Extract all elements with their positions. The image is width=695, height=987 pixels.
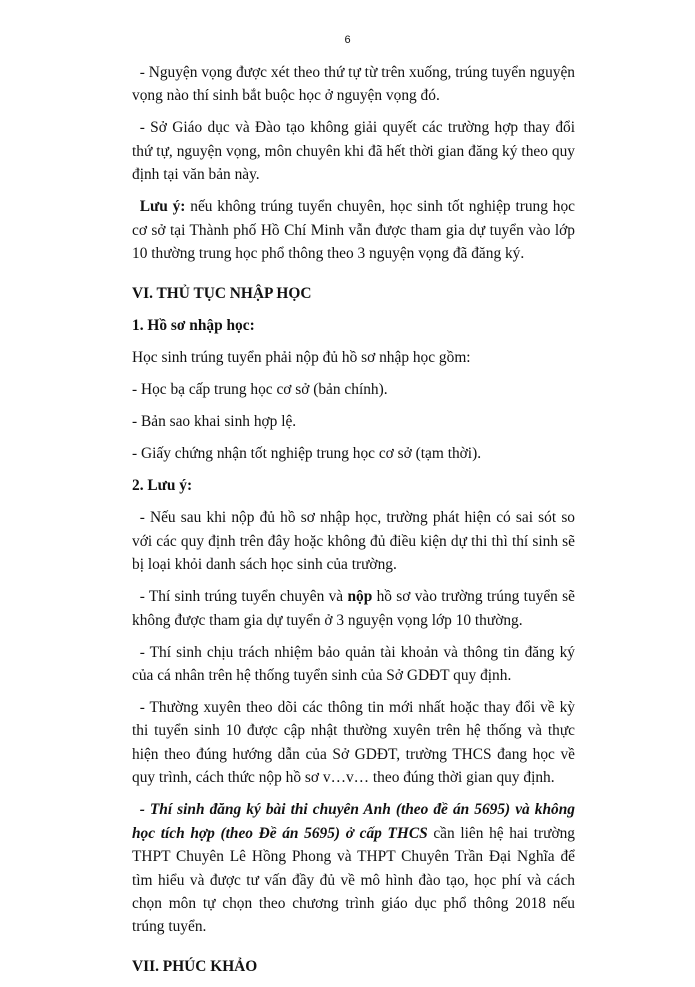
paragraph-follow-updates: - Thường xuyên theo dõi các thông tin mới nhất hoặc thay đổi về kỳ thi tuyển sinh 10 được cập nhật thường xuyên trên hệ thống và thực hiện theo đúng hướng dẫn của Sở GDĐT, trường THCS đang học về quy trình, cách thức nộp hồ sơ v…v… theo đúng thời gian quy định. [132,699,575,787]
paragraph-account-responsibility: - Thí sinh chịu trách nhiệm bảo quản tài khoản và thông tin đăng ký của cá nhân trên hệ thống tuyển sinh của Sở GDĐT quy định. [132,643,575,685]
paragraph-note [132,195,575,265]
paragraph-english-specialized [132,798,575,938]
text-segment: hồ sơ vào trường trúng tuyển sẽ không được tham gia dự tuyển ở 3 nguyện vọng lớp 10 thường. [132,588,575,629]
subsection-1-heading: 1. Hồ sơ nhập học: [132,317,255,335]
document-body [132,61,575,987]
list-item: - Bản sao khai sinh hợp lệ. [132,413,297,431]
section-vi-heading: VI. THỦ TỤC NHẬP HỌC [132,285,312,303]
list-item: - Giấy chứng nhận tốt nghiệp trung học cơ sở (tạm thời). [132,445,482,463]
paragraph-submitted-specialized [132,585,575,632]
subsection-2-heading: 2. Lưu ý: [132,477,193,495]
paragraph-errors: - Nếu sau khi nộp đủ hồ sơ nhập học, trường phát hiện có sai sót so với các quy định trên đây hoặc không đủ điều kiện dự thi thì thí sinh sẽ bị loại khỏi danh sách học sinh của trường. [132,509,575,574]
note-label: Lưu ý: [139,198,186,216]
paragraph-no-changes: - Sở Giáo dục và Đào tạo không giải quyết các trường hợp thay đổi thứ tự, nguyện vọng, môn chuyên khi đã hết thời gian đăng ký theo quy định tại văn bản này. [132,119,575,184]
enrollment-docs-intro: Học sinh trúng tuyển phải nộp đủ hồ sơ nhập học gồm: [132,349,471,367]
section-vii-heading: VII. PHÚC KHẢO [132,957,258,975]
page-number: 6 [344,34,351,46]
text-segment: cần liên hệ hai trường THPT Chuyên Lê Hồng Phong và THPT Chuyên Trần Đại Nghĩa để tìm hiểu và được tư vấn đầy đủ về mô hình đào tạo, học phí và cách chọn môn tự chọn theo chương trình giáo dục phổ thông 2018 nếu trúng tuyển. [132,824,575,936]
list-item: - Học bạ cấp trung học cơ sở (bản chính). [132,381,388,399]
paragraph-aspiration-order: - Nguyện vọng được xét theo thứ tự từ trên xuống, trúng tuyển nguyện vọng nào thí sinh bắt buộc học ở nguyện vọng đó. [132,64,575,105]
text-segment-bold-italic: - Thí sinh đăng ký bài thi chuyên Anh (theo đề án 5695) và không học tích hợp (theo Đề án 5695) ở cấp THCS [132,801,575,842]
note-text: nếu không trúng tuyển chuyên, học sinh tốt nghiệp trung học cơ sở tại Thành phố Hồ Chí Minh vẫn được tham gia dự tuyển vào lớp 10 thường trung học phổ thông theo 3 nguyện vọng đã đăng ký. [132,198,575,263]
text-segment-bold: nộp [347,588,373,606]
text-segment: - Thí sinh trúng tuyển chuyên và [139,588,348,606]
